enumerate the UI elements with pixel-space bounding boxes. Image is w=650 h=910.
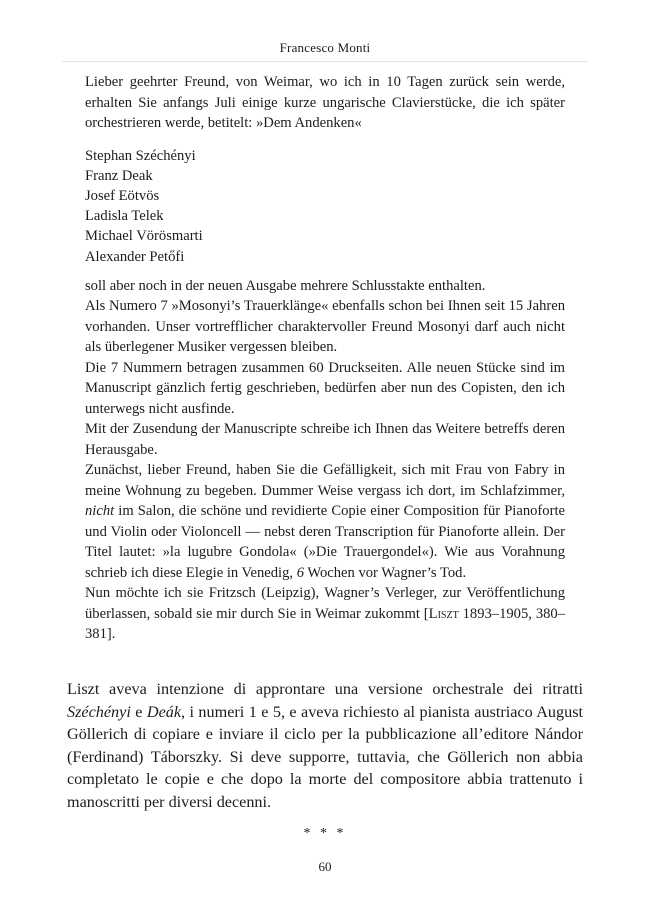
quote-paragraph-3: Als Numero 7 »Mosonyi’s Trauerklänge« ebenfalls schon bei Ihnen seit 15 Jahren vorhanden. Unser vortrefflicher charaktervoller Freund Mosonyi darf auch nicht als überlegener Musiker vergessen bleiben. (85, 298, 565, 356)
dedication-name: Josef Eötvös (85, 187, 160, 204)
dedication-name: Michael Vörösmarti (85, 228, 203, 245)
quote-text: Nun möchte ich sie Fritzsch (Leipzig), Wagner’s Verleger, zur Veröffentlichung überlassen, sobald sie mir durch Sie in Weimar zukommt [ (85, 585, 565, 622)
main-text-span: , i numeri 1 e 5, e aveva richiesto al pianista austriaco August Göllerich di copiare e inviare il ciclo per la pubblicazione all’editore Nándor (Ferdinand) Táborszky. Si deve supporre, tuttavia, che Göllerich non abbia completato le copie e che dopo la morte del compositore abbia trattenuto i manoscritti per diversi decenni. (67, 702, 583, 811)
main-text (67, 678, 583, 814)
quote-paragraph-2: soll aber noch in der neuen Ausgabe mehrere Schlusstakte enthalten. (85, 277, 486, 294)
block-quote (85, 72, 565, 645)
page-number: 60 (318, 859, 332, 874)
main-text-span: e (130, 702, 147, 721)
dedication-name: Stephan Széchényi (85, 147, 196, 164)
dedication-name: Ladisla Telek (85, 208, 164, 225)
quote-text: Wochen vor Wagner’s Tod. (303, 564, 467, 581)
quote-paragraph-5: Mit der Zusendung der Manuscripte schreibe ich Ihnen das Weitere betreffs deren Herausgabe. (85, 421, 565, 458)
emphasis: 6 (296, 564, 304, 581)
emphasis: Széchényi (67, 702, 131, 721)
main-text-span: Liszt aveva intenzione di approntare una versione orchestrale dei ritratti (67, 680, 583, 698)
body-paragraph (67, 678, 583, 814)
quote-paragraph-7 (85, 583, 565, 645)
quote-paragraph-1: Lieber geehrter Freund, von Weimar, wo ich in 10 Tagen zurück sein werde, erhalten Sie anfangs Juli einige kurze ungarische Clavierstücke, die ich später orchestrieren werde, betitelt: »Dem Andenken« (85, 74, 565, 131)
section-break: * * * (303, 826, 347, 841)
quote-text: im Salon, die schöne und revidierte Copie einer Composition für Pianoforte und Violin oder Violoncell — nebst deren Transcription für Pianoforte allein. Der Titel lautet: »la lugubre Gondola« (»Die Trauergondel«). Wie aus Vorahnung schrieb ich diese Elegie in Venedig, (85, 503, 565, 581)
citation-author: Liszt (428, 605, 459, 622)
running-head: Francesco Monti (279, 40, 371, 55)
dedication-list (85, 146, 565, 267)
quote-paragraph-6 (85, 460, 565, 583)
quote-paragraph-4: Die 7 Nummern betragen zusammen 60 Druckseiten. Alle neuen Stücke sind im Manuscript gänzlich fertig geschrieben, bedürfen aber nun des Copisten, den ich unterwegs nicht ausfinde. (85, 359, 565, 417)
emphasis: Deák (146, 702, 182, 721)
dedication-name: Alexander Petőfi (85, 248, 185, 265)
quote-text: Zunächst, lieber Freund, haben Sie die Gefälligkeit, sich mit Frau von Fabry in meine Wohnung zu begeben. Dummer Weise vergass ich dort, im Schlafzimmer, (85, 462, 565, 499)
header-rule (62, 61, 588, 62)
emphasis: nicht (85, 503, 115, 520)
citation-text: 1893–1905, 380–381]. (85, 605, 566, 643)
dedication-name: Franz Deak (85, 167, 153, 184)
